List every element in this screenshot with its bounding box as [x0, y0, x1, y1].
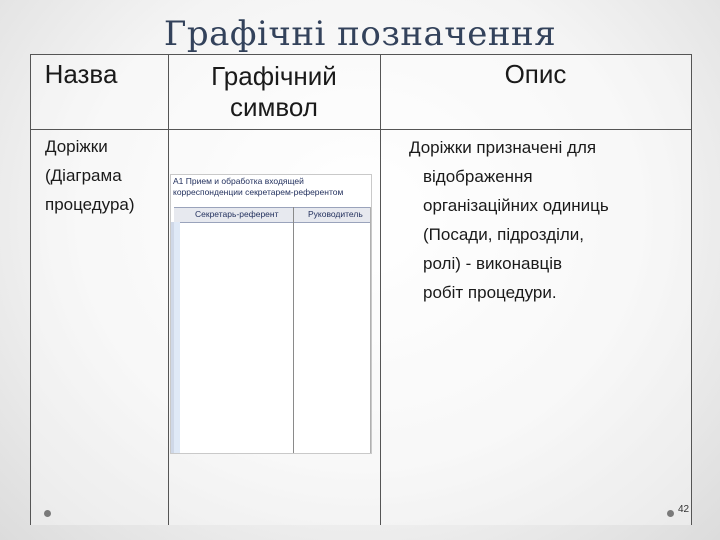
lane-body-secretary	[174, 222, 296, 453]
page-number: 42	[678, 504, 690, 515]
diagram-caption	[173, 176, 369, 198]
header-symbol-line1: Графічний	[211, 61, 337, 91]
header-symbol-line2: символ	[230, 92, 318, 122]
slide-title: Графічні позначення	[163, 14, 557, 54]
description-line: робіт процедури.	[423, 283, 557, 302]
header-symbol	[168, 61, 380, 123]
symbols-table	[30, 54, 692, 525]
row-name-cell	[45, 132, 135, 219]
description-line: організаційних одиниць	[423, 196, 609, 215]
column-divider-2	[380, 55, 381, 525]
decorative-dot-right	[667, 510, 674, 517]
header-separator	[31, 129, 691, 130]
description-line: відображення	[423, 167, 533, 186]
column-divider-1	[168, 55, 169, 525]
row-name-line: (Діаграма	[45, 166, 122, 185]
decorative-dot-left	[44, 510, 51, 517]
header-description: Опис	[504, 59, 567, 89]
lane-label-secretary: Секретарь-референт	[195, 209, 279, 219]
row-description-cell	[409, 133, 609, 307]
swimlane-diagram	[170, 174, 372, 454]
row-name-line: Доріжки	[45, 137, 108, 156]
diagram-caption-line2: корреспонденции секретарем-референтом	[173, 187, 344, 197]
row-name-line: процедура)	[45, 195, 135, 214]
description-line: Доріжки призначені для	[409, 138, 597, 157]
description-line: ролі) - виконавців	[423, 254, 563, 273]
description-line: (Посади, підрозділи,	[423, 225, 585, 244]
lane-label-manager: Руководитель	[308, 209, 363, 219]
diagram-caption-line1: А1 Прием и обработка входящей	[173, 176, 304, 186]
lane-divider	[293, 207, 294, 453]
header-name: Назва	[44, 59, 118, 89]
lane-right-edge	[370, 207, 371, 453]
